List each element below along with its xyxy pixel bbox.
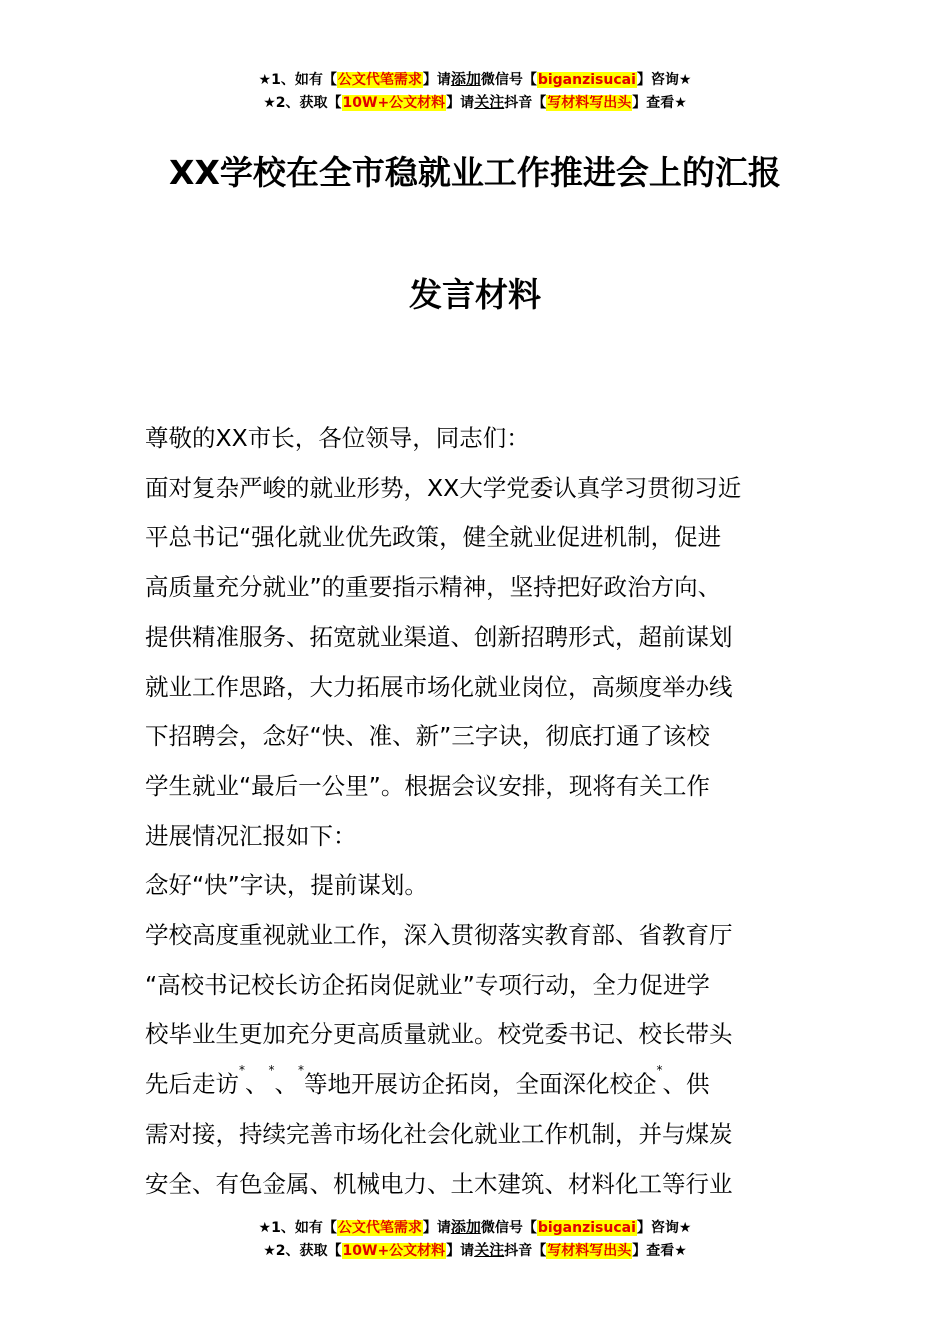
banner-highlight: 写材料写出头 — [547, 1243, 632, 1259]
banner-emphasis: 添加 — [450, 70, 481, 88]
paragraph-line: “高校书记校长访企拓岗促就业”专项行动，全力促进学 — [145, 970, 710, 999]
banner-text: ★1、如有【 — [258, 72, 337, 88]
banner-highlight: 公文代笔需求 — [337, 72, 422, 88]
banner-text: 】请 — [422, 72, 451, 88]
paragraph-line: 就业工作思路，大力拓展市场化就业岗位，高频度举办线 — [145, 672, 733, 701]
paragraph-line: 面对复杂严峻的就业形势，XX大学党委认真学习贯彻习近 — [145, 473, 742, 502]
header-banner — [0, 68, 950, 114]
visits-text: 先后走访 — [145, 1070, 239, 1099]
redaction-mark: * — [239, 1063, 245, 1078]
section-heading-text: 念好“快”字诀，提前谋划。 — [145, 871, 428, 900]
paragraph-line: 下招聘会，念好“快、准、新”三字诀，彻底打通了该校 — [145, 722, 710, 751]
redaction-mark: * — [298, 1063, 304, 1078]
paragraph-line: 进展情况汇报如下： — [145, 821, 357, 850]
visits-text: 等地开展访企拓岗，全面深化校企 — [304, 1070, 657, 1099]
greeting-text: 尊敬的XX市长，各位领导，同志们： — [145, 424, 530, 452]
paragraph-1 — [145, 464, 810, 862]
paragraph-line: 提供精准服务、拓宽就业渠道、创新招聘形式，超前谋划 — [145, 622, 733, 651]
redaction-mark: * — [268, 1063, 275, 1078]
banner-text: ★1、如有【 — [258, 1220, 337, 1236]
banner-text: 抖音【 — [504, 1243, 547, 1259]
greeting — [145, 414, 810, 464]
redaction-mark: * — [656, 1063, 663, 1078]
banner-text: ★2、获取【 — [263, 1243, 342, 1259]
banner-text: 微信号【 — [480, 72, 537, 88]
document-title-line-2: 发言材料 — [409, 275, 541, 314]
paragraph-line: 学生就业“最后一公里”。根据会议安排，现将有关工作 — [145, 771, 710, 800]
banner-text: 】请 — [422, 1220, 451, 1236]
visits-text: 、 — [245, 1070, 269, 1099]
paragraph-line: 校毕业生更加充分更高质量就业。校党委书记、校长带头 — [145, 1020, 733, 1049]
visits-text: 、 — [274, 1070, 298, 1099]
banner-text: 】查看★ — [632, 95, 687, 111]
footer-banner — [0, 1216, 950, 1262]
document-title-line-1: XX学校在全市稳就业工作推进会上的汇报 — [169, 153, 781, 192]
banner-emphasis: 关注 — [474, 1241, 505, 1259]
paragraph-line: 学校高度重视就业工作，深入贯彻落实教育部、省教育厅 — [145, 921, 733, 950]
banner-highlight: biganzisucai — [537, 72, 636, 88]
banner-text: 】请 — [446, 95, 475, 111]
banner-text: 微信号【 — [480, 1220, 537, 1236]
banner-emphasis: 关注 — [474, 93, 505, 111]
visits-text: 、供 — [662, 1070, 710, 1099]
banner-highlight: 公文代笔需求 — [337, 1220, 422, 1236]
banner-text: 】查看★ — [632, 1243, 687, 1259]
paragraph-line: 高质量充分就业”的重要指示精神，坚持把好政治方向、 — [145, 573, 722, 602]
banner-text: 】咨询★ — [636, 72, 692, 88]
banner-highlight: 10W+公文材料 — [342, 95, 446, 111]
section-heading-1 — [145, 861, 810, 911]
banner-emphasis: 添加 — [450, 1218, 481, 1236]
document-body — [145, 414, 810, 1209]
paragraph-line: 需对接，持续完善市场化社会化就业工作机制，并与煤炭 — [145, 1119, 733, 1148]
paragraph-line: 安全、有色金属、机械电力、土木建筑、材料化工等行业 — [145, 1169, 733, 1198]
paragraph-line: 平总书记“强化就业优先政策，健全就业促进机制，促进 — [145, 523, 722, 552]
banner-line-1 — [0, 68, 950, 91]
banner-highlight: 写材料写出头 — [547, 95, 632, 111]
banner-text: 】咨询★ — [636, 1220, 692, 1236]
banner-text: 抖音【 — [504, 95, 547, 111]
paragraph-2 — [145, 911, 810, 1209]
banner-line-1 — [0, 1216, 950, 1239]
banner-line-2 — [0, 1239, 950, 1262]
banner-highlight: biganzisucai — [537, 1220, 636, 1236]
paragraph-line — [145, 1060, 810, 1110]
banner-highlight: 10W+公文材料 — [342, 1243, 446, 1259]
banner-text: ★2、获取【 — [263, 95, 342, 111]
banner-text: 】请 — [446, 1243, 475, 1259]
banner-line-2 — [0, 91, 950, 114]
